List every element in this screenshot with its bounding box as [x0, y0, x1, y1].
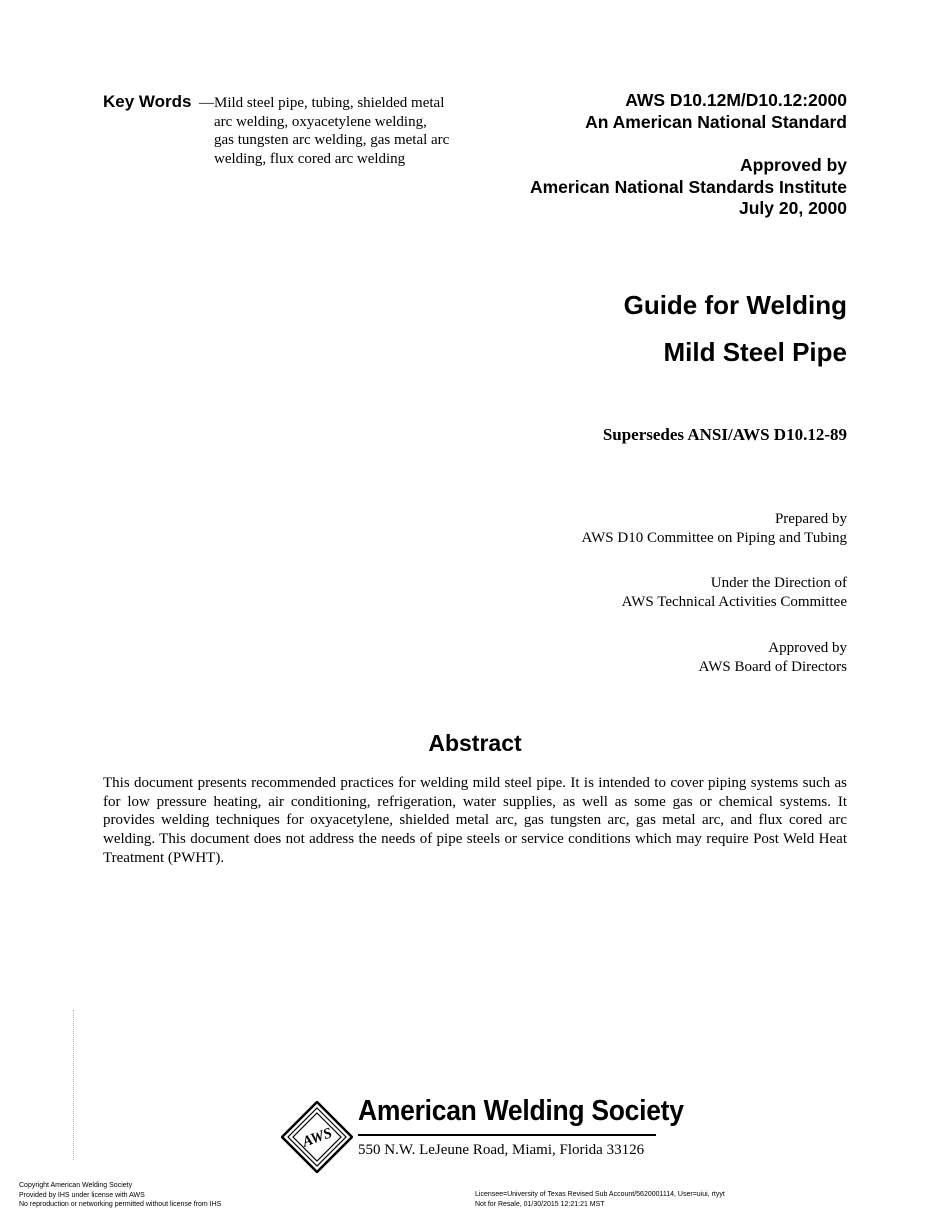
direction-block: [622, 574, 847, 612]
keywords-label: Key Words: [103, 92, 192, 111]
approval-block: [530, 155, 847, 220]
prepared-by-committee: AWS D10 Committee on Piping and Tubing: [581, 530, 847, 546]
footer-line: Not for Resale, 01/30/2015 12:21:21 MST: [475, 1200, 605, 1208]
approval-label: Approved by: [740, 155, 847, 175]
footer-line: Copyright American Welding Society: [19, 1182, 133, 1189]
aws-logo-icon: [281, 1101, 353, 1173]
keywords-line: Mild steel pipe, tubing, shielded metal: [214, 95, 445, 111]
direction-label: Under the Direction of: [710, 575, 847, 591]
title-line-2: Mild Steel Pipe: [663, 337, 847, 367]
approval-body: American National Standards Institute: [529, 176, 847, 197]
keywords-text: [199, 94, 469, 169]
direction-committee: AWS Technical Activities Committee: [621, 594, 847, 610]
standard-block: [585, 89, 847, 133]
standard-designation: AWS D10.12M/D10.12:2000: [625, 90, 847, 110]
title-line-1: Guide for Welding: [623, 290, 847, 320]
supersedes-note: Supersedes ANSI/AWS D10.12-89: [602, 425, 847, 444]
keywords-dash: —: [199, 95, 214, 111]
aws-logo-text: AWS: [300, 1125, 335, 1151]
board-approval-block: [699, 639, 847, 677]
board-approval-body: AWS Board of Directors: [698, 659, 847, 675]
footer-line: No reproduction or networking permitted without license from IHS: [19, 1201, 222, 1208]
publisher-address: 550 N.W. LeJeune Road, Miami, Florida 33126: [358, 1142, 645, 1158]
keywords-line: welding, flux cored arc welding: [214, 151, 406, 168]
margin-dots: [73, 1010, 77, 1160]
footer-line: Licensee=University of Texas Revised Sub Account/5620001114, User=uiui, rtyyt: [475, 1191, 725, 1198]
board-approval-label: Approved by: [768, 640, 847, 656]
publisher-name: American Welding Society: [358, 1095, 684, 1127]
footer-license: [475, 1190, 725, 1209]
footer-line: Provided by IHS under license with AWS: [19, 1191, 145, 1199]
footer-copyright: [19, 1181, 221, 1210]
standard-type: An American National Standard: [585, 112, 847, 132]
document-title: [624, 282, 847, 376]
abstract-heading: Abstract: [428, 730, 522, 756]
abstract-body: This document presents recommended practices for welding mild steel pipe. It is intended to cover piping systems such as for low pressure heating, air conditioning, refrigeration, water supplies, as well as some gas or chemical systems. It provides welding techniques for oxyacetylene, shielded metal arc, gas tungsten arc, gas metal arc, and flux cored arc welding. This document does not address the needs of pipe steels or service conditions which may require Post Weld Heat Treatment (PWHT).: [103, 775, 847, 866]
keywords-line: gas tungsten arc welding, gas metal arc: [214, 132, 450, 149]
prepared-by-label: Prepared by: [774, 511, 847, 527]
prepared-by-block: [582, 510, 848, 548]
publisher-rule: [358, 1134, 656, 1136]
keywords-line: arc welding, oxyacetylene welding,: [214, 113, 427, 130]
approval-date: July 20, 2000: [739, 198, 847, 218]
